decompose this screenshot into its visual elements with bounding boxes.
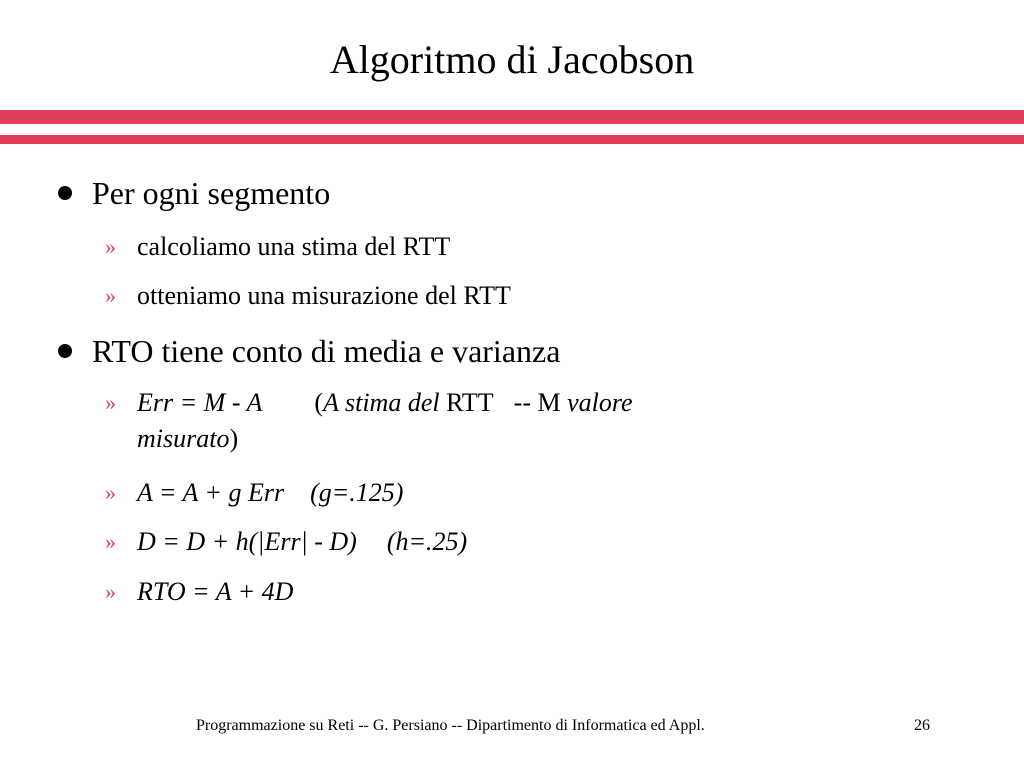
formula-a-update (105, 475, 805, 511)
formula-a-expression: A = A + g Err (137, 478, 285, 507)
bullet-dot-icon (58, 344, 72, 358)
formula-err-misurato: misurato (137, 424, 230, 453)
formula-err-lhs: Err = (137, 388, 204, 417)
slide-title: Algoritmo di Jacobson (329, 37, 695, 82)
sub-bullet-marker-icon: » (105, 480, 116, 505)
formula-err (105, 385, 805, 457)
sub-bullet-marker-icon: » (105, 579, 116, 604)
bullet-text: RTO tiene conto di media e varianza (92, 333, 561, 369)
sub-bullet-text: calcoliamo una stima del RTT (137, 232, 451, 261)
title-rule-bottom (0, 135, 1024, 144)
sub-bullet-marker-icon: » (105, 283, 116, 308)
formula-err-paren-close: ) (229, 424, 239, 453)
formula-err-rtt: RTT (439, 388, 494, 417)
sub-bullet-misurazione (105, 278, 805, 314)
sub-bullet-stima (105, 229, 805, 265)
formula-err-rhs: M - A (203, 388, 263, 417)
formula-rto-expression: RTO = A + 4D (137, 577, 294, 606)
sub-bullet-marker-icon: » (105, 529, 116, 554)
formula-rto (105, 574, 805, 610)
bullet-dot-icon (58, 186, 72, 200)
slide-footer: Programmazione su Reti -- G. Persiano -- Dipartimento di Informatica ed Appl. (196, 717, 705, 734)
page-number: 26 (914, 717, 930, 734)
sub-bullet-marker-icon: » (105, 390, 116, 415)
formula-a-param: (g=.125) (310, 478, 404, 507)
formula-err-paren-open: ( (314, 388, 324, 417)
formula-d-expression: D = D + h(|Err| - D) (137, 527, 357, 556)
bullet-text: Per ogni segmento (92, 175, 331, 211)
formula-err-a-label: A stima del (323, 388, 440, 417)
formula-d-param: (h=.25) (386, 527, 468, 556)
formula-err-valore: valore (567, 388, 633, 417)
title-rule-top (0, 110, 1024, 124)
formula-d-update (105, 524, 805, 560)
sub-bullet-text: otteniamo una misurazione del RTT (137, 281, 511, 310)
sub-bullet-marker-icon: » (105, 234, 116, 259)
formula-err-dash: -- M (513, 388, 561, 417)
